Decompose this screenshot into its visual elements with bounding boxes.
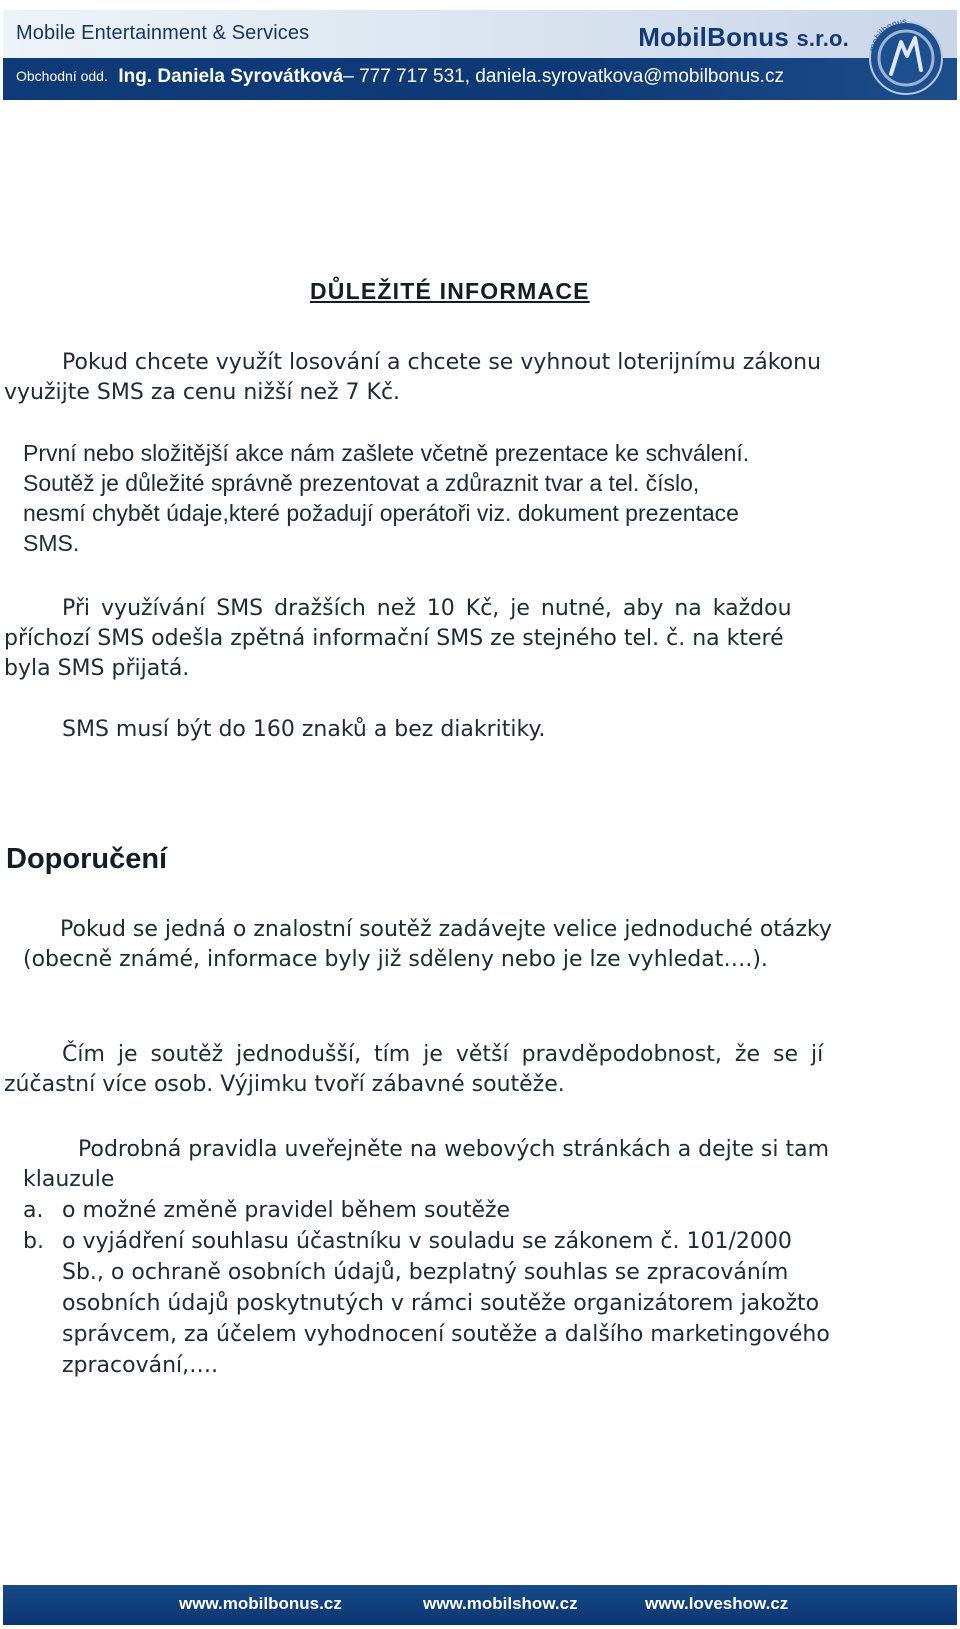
list-item-label: a.	[23, 1198, 44, 1223]
footer-link-mobilbonus[interactable]: www.mobilbonus.cz	[179, 1594, 342, 1613]
rules-line-1: Podrobná pravidla uveřejněte na webových stránkách a dejte si tam	[78, 1137, 830, 1162]
contact-line	[16, 66, 784, 88]
presentation-line-2: Soutěž je důležité správně prezentovat a zdůraznit tvar a tel. číslo,	[23, 470, 700, 496]
document-title: DŮLEŽITÉ INFORMACE	[310, 278, 590, 304]
intro-line-1: Pokud chcete využít losování a chcete se vyhnout loterijnímu zákonu	[62, 350, 822, 375]
length-rule: SMS musí být do 160 znaků a bez diakritiky.	[62, 717, 546, 742]
pricing-line-1: Při využívání SMS dražších než 10 Kč, je nutné, aby na každou	[62, 596, 792, 621]
pricing-line-3: byla SMS přijatá.	[4, 656, 190, 681]
presentation-line-3: nesmí chybět údaje,které požadují operátoři viz. dokument prezentace	[23, 500, 739, 526]
brand-name	[638, 22, 849, 53]
list-item-text: osobních údajů poskytnutých v rámci soutěže organizátorem jakožto	[62, 1291, 820, 1316]
mobilbonus-logo-icon	[861, 12, 951, 98]
footer-link-loveshow[interactable]: www.loveshow.cz	[645, 1594, 789, 1613]
banner-tagline: Mobile Entertainment & Services	[16, 22, 310, 44]
pricing-line-2: příchozí SMS odešla zpětná informační SMS ze stejného tel. č. na které	[4, 626, 784, 651]
contact-details: – 777 717 531, daniela.syrovatkova@mobilbonus.cz	[343, 66, 784, 87]
list-item-label: b.	[23, 1229, 44, 1254]
quiz-line-1: Pokud se jedná o znalostní soutěž zadávejte velice jednoduché otázky	[60, 917, 832, 942]
header-banner	[3, 10, 957, 100]
simplicity-line-2: zúčastní více osob. Výjimku tvoří zábavné soutěže.	[4, 1072, 565, 1097]
list-item-text: správcem, za účelem vyhodnocení soutěže a dalšího marketingového	[62, 1322, 830, 1347]
logo-ring-text: mobilbonus	[867, 16, 908, 53]
recommendation-title: Doporučení	[6, 843, 168, 875]
footer-bar	[3, 1585, 957, 1625]
list-item-text: Sb., o ochraně osobních údajů, bezplatný souhlas se zpracováním	[62, 1260, 789, 1285]
list-item-text: o vyjádření souhlasu účastníku v souladu se zákonem č. 101/2000	[62, 1229, 792, 1254]
contact-department: Obchodní odd.	[16, 68, 108, 84]
rules-line-2: klauzule	[23, 1167, 115, 1192]
brand-name-text: MobilBonus	[638, 22, 789, 52]
contact-person: Ing. Daniela Syrovátková	[118, 66, 344, 87]
quiz-line-2: (obecně známé, informace byly již sděleny nebo je lze vyhledat….).	[23, 947, 768, 972]
simplicity-line-1: Čím je soutěž jednodušší, tím je větší pravděpodobnost, že se jí	[62, 1042, 824, 1067]
list-item-text: zpracování,….	[62, 1353, 219, 1378]
brand-suffix: s.r.o.	[796, 26, 849, 51]
presentation-line-4: SMS.	[23, 530, 80, 556]
footer-link-mobilshow[interactable]: www.mobilshow.cz	[423, 1594, 578, 1613]
presentation-line-1: První nebo složitější akce nám zašlete včetně prezentace ke schválení.	[23, 440, 750, 466]
list-item-text: o možné změně pravidel během soutěže	[62, 1198, 511, 1223]
intro-line-2: využijte SMS za cenu nižší než 7 Kč.	[4, 380, 401, 405]
